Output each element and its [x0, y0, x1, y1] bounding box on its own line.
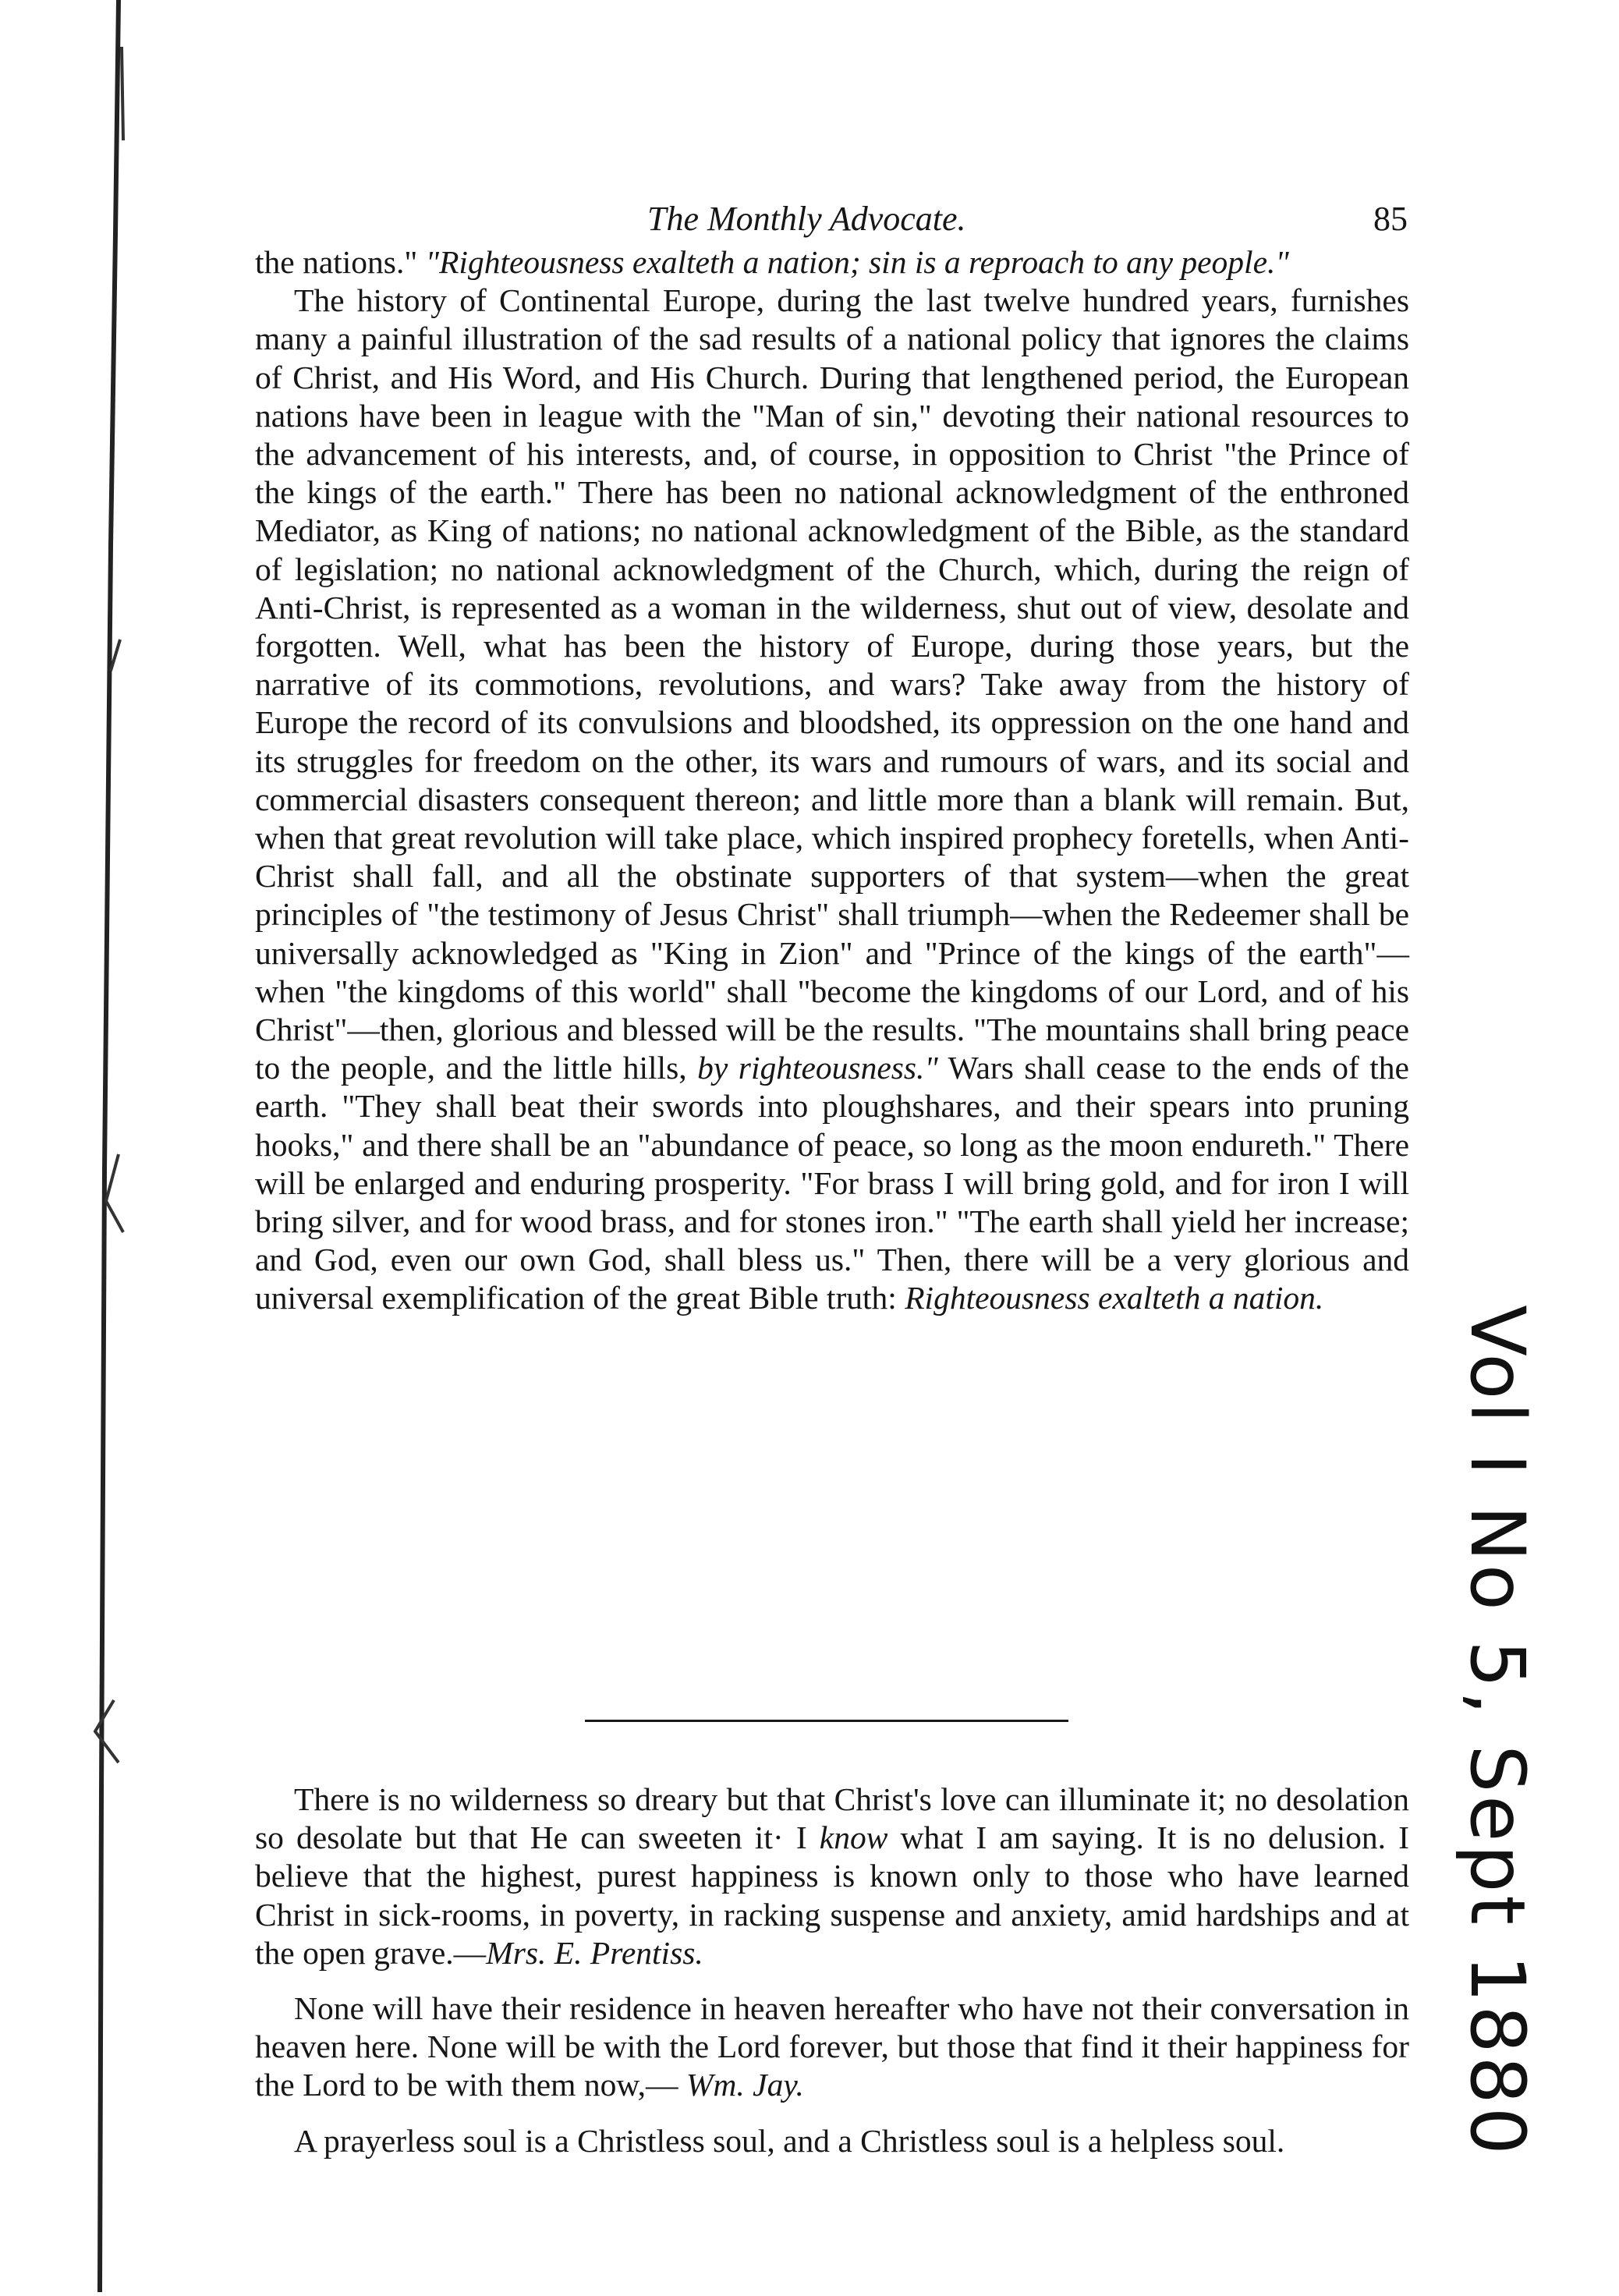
binding-edge-stroke	[87, 0, 128, 2292]
quote-prentiss-text-a: There is no wilderness so dreary but that Christ's love can illuminate it; no desolation so desolate but that He can sweeten it· I	[255, 1781, 1409, 1856]
binding-edge	[87, 0, 128, 2292]
quote-jay-text: None will have their residence in heaven hereafter who have not their conversation in heaven here. None will be with the Lord forever, but those that find it their happiness for the Lord to be with them now,—	[255, 1990, 1409, 2103]
main-paragraph	[255, 282, 1409, 1317]
opening-quote-italic: "Righteousness exalteth a nation; sin is a reproach to any people."	[425, 244, 1289, 280]
section-divider	[585, 1720, 1068, 1722]
quote-prentiss-attribution: Mrs. E. Prentiss.	[486, 1934, 703, 1971]
quote-prentiss-text-b: what I am saying. It is no delusion. I believe that the highest, purest happiness is known only to those who have learned Christ in sick-rooms, in poverty, in racking suspense and anxiety, amid hardships and at the open grave.—	[255, 1819, 1410, 1971]
quotes-section	[255, 1780, 1409, 2177]
page-number: 85	[1373, 200, 1408, 238]
quote-jay	[255, 1990, 1409, 2105]
article-body	[255, 243, 1409, 1318]
quote-jay-attribution: Wm. Jay.	[686, 2067, 804, 2103]
quote-prentiss-italic: know	[819, 1819, 888, 1856]
opening-quote-end: the nations."	[255, 244, 418, 280]
quote-prayerless-text: A prayerless soul is a Christless soul, and a Christless soul is a helpless soul.	[294, 2122, 1285, 2159]
handwritten-margin-text: Vol I No 5, Sept 1880	[1454, 1305, 1542, 2158]
handwritten-margin-note	[1419, 1305, 1575, 2158]
quote-prentiss	[255, 1780, 1409, 1972]
main-paragraph-cont: Wars shall cease to the ends of the earth. "They shall beat their swords into ploughshares, and their spears into pruning hooks," and there shall be an "abundance of peace, so long as the moon endureth." There will be enlarged and enduring prosperity. "For brass I will bring gold, and for iron I will bring silver, and for wood brass, and for stones iron." "The earth shall yield her increase; and God, even our own God, shall bless us." Then, there will be a very glorious and universal exemplification of the great Bible truth:	[255, 1050, 1409, 1316]
opening-quote	[255, 243, 1409, 282]
main-paragraph-text: The history of Continental Europe, during the last twelve hundred years, furnishes many a painful illustration of the sad results of a national policy that ignores the claims of Christ, and His Word, and His Church. During that lengthened period, the European nations have been in league with the "Man of sin," devoting their national resources to the advancement of his interests, and, of course, in opposition to Christ "the Prince of the kings of the earth." There has been no national acknowledgment of the enthroned Mediator, as King of nations; no national acknowledgment of the Bible, as the standard of legislation; no national acknowledgment of the Church, which, during the reign of Anti-Christ, is represented as a woman in the wilderness, shut out of view, desolate and forgotten. Well, what has been the history of Europe, during those years, but the narrative of its commotions, revolutions, and wars? Take away from the history of Europe the record of its convulsions and bloodshed, its oppression on the one hand and its struggles for freedom on the other, its wars and rumours of wars, and its social and commercial disasters consequent thereon; and little more than a blank will remain. But, when that great revolution will take place, which inspired prophecy foretells, when Anti-Christ shall fall, and all the obstinate supporters of that system—when the great principles of "the testimony of Jesus Christ" shall triumph—when the Redeemer shall be universally acknowledged as "King in Zion" and "Prince of the kings of the earth"—when "the kingdoms of this world" shall "become the kingdoms of our Lord, and of his Christ"—then, glorious and blessed will be the results. "The mountains shall bring peace to the people, and the little hills,	[255, 282, 1409, 1086]
running-header	[257, 197, 1408, 243]
main-paragraph-italic-2: Righteousness exalteth a nation.	[905, 1280, 1324, 1316]
quote-prayerless	[255, 2122, 1409, 2160]
running-title: The Monthly Advocate.	[647, 200, 966, 238]
main-paragraph-italic-1: by righteousness."	[697, 1050, 938, 1086]
